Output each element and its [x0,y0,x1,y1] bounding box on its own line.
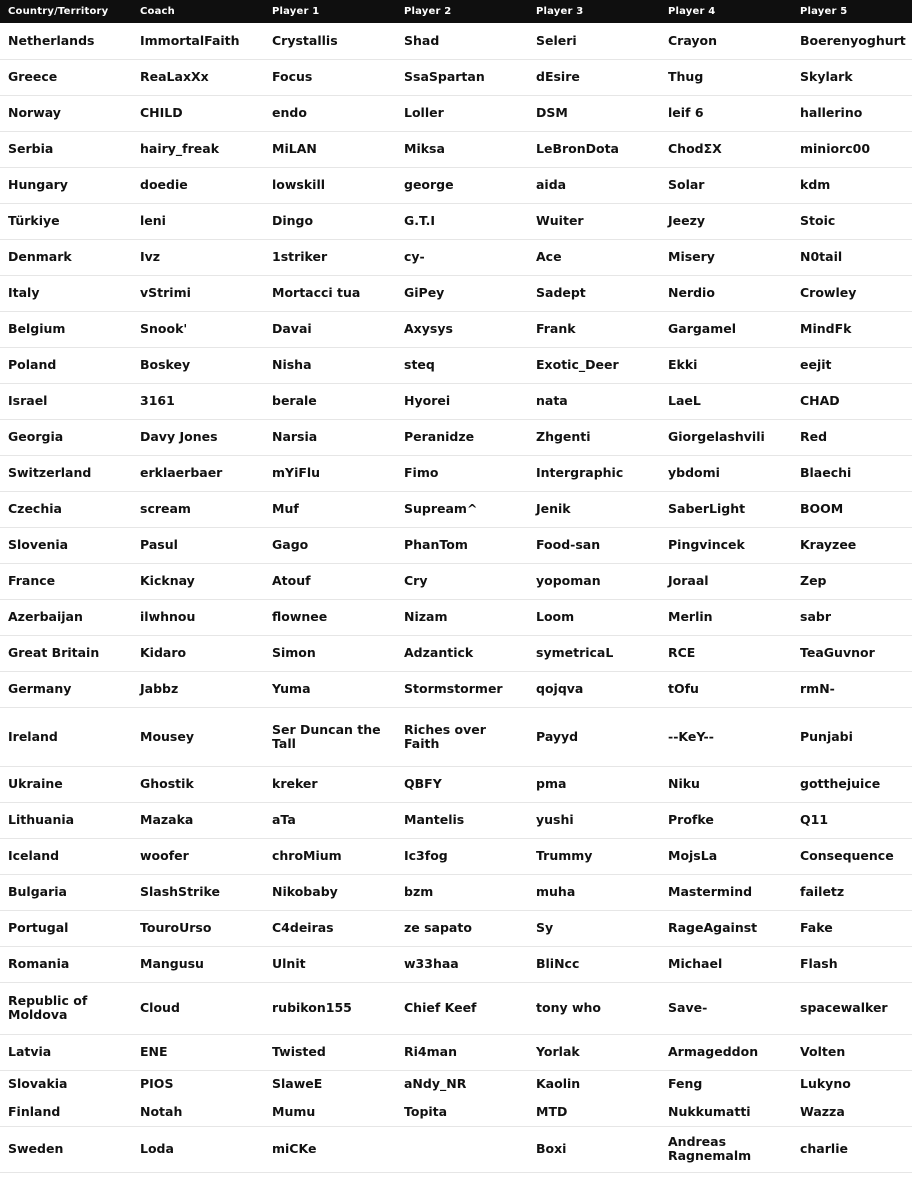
table-row [0,982,912,1034]
country-cell: Israel [0,383,132,419]
player-4-cell: RageAgainst [660,910,792,946]
player-5-cell: Skylark [792,59,912,95]
coach-cell: Kicknay [132,563,264,599]
table-row [0,59,912,95]
player-2-cell: Mantelis [396,802,528,838]
player-4-cell: Nukkumatti [660,1098,792,1126]
player-5-cell: MindFk [792,311,912,347]
player-3-cell: yopoman [528,563,660,599]
player-2-cell: steq [396,347,528,383]
player-1-cell: Muf [264,491,396,527]
player-1-cell: aTa [264,802,396,838]
country-cell: Portugal [0,910,132,946]
player-5-cell: Boerenyoghurt [792,23,912,59]
coach-cell: Jabbz [132,671,264,707]
player-1-cell: Ulnit [264,946,396,982]
player-1-cell: Crystallis [264,23,396,59]
player-4-cell: Crayon [660,23,792,59]
player-2-cell: george [396,167,528,203]
player-3-cell: nata [528,383,660,419]
player-3-cell: qojqva [528,671,660,707]
player-2-cell: cy- [396,239,528,275]
coach-cell: ilwhnou [132,599,264,635]
player-2-cell: Miksa [396,131,528,167]
player-5-cell: Consequence [792,838,912,874]
table-row [0,707,912,766]
player-2-cell: Supream^ [396,491,528,527]
player-3-cell: Seleri [528,23,660,59]
table-row [0,874,912,910]
player-4-cell: Joraal [660,563,792,599]
player-5-column-header: Player 5 [792,0,912,23]
country-cell: Norway [0,95,132,131]
player-5-cell: Zep [792,563,912,599]
coach-cell: Mangusu [132,946,264,982]
player-3-cell: Ace [528,239,660,275]
player-3-cell: Food-san [528,527,660,563]
coach-cell: Notah [132,1098,264,1126]
coach-cell: PIOS [140,1076,174,1092]
player-1-cell: endo [264,95,396,131]
country-cell: Ireland [0,707,132,766]
coach-cell: woofer [132,838,264,874]
player-3-cell: Zhgenti [528,419,660,455]
country-cell: Finland [0,1098,132,1126]
coach-cell: Pasul [132,527,264,563]
player-1-cell: Ser Duncan the Tall [264,707,396,766]
player-4-cell: MojsLa [660,838,792,874]
player-1-cell: miCKe [264,1126,396,1172]
player-5-cell: eejit [792,347,912,383]
player-3-cell: Loom [528,599,660,635]
table-row [0,671,912,707]
player-4-cell: ybdomi [660,455,792,491]
player-3-cell: BliNcc [528,946,660,982]
player-3-column-header: Player 3 [528,0,660,23]
player-4-cell: Andreas Ragnemalm [660,1126,792,1172]
country-cell: Sweden [0,1126,132,1172]
country-cell: Iceland [0,838,132,874]
player-5-cell: Flash [792,946,912,982]
coach-cell: Mazaka [132,802,264,838]
coach-cell: ReaLaxXx [132,59,264,95]
player-5-cell: gotthejuice [792,766,912,802]
table-row [0,383,912,419]
coach-cell: SlashStrike [132,874,264,910]
table-row [0,167,912,203]
player-5-cell: Crowley [792,275,912,311]
country-column-header: Country/Territory [0,0,132,23]
table-row [0,1070,912,1098]
table-row [0,275,912,311]
player-4-cell: Thug [660,59,792,95]
player-5-cell: Q11 [792,802,912,838]
player-3-cell: tony who [528,982,660,1034]
player-1-cell: berale [264,383,396,419]
player-5-cell: Fake [792,910,912,946]
player-5-cell: kdm [792,167,912,203]
player-5-cell: Lukyno [800,1076,851,1092]
player-3-cell: yushi [528,802,660,838]
player-5-cell: N0tail [792,239,912,275]
player-2-cell: Peranidze [396,419,528,455]
header-row [0,0,912,23]
player-5-cell: Punjabi [792,707,912,766]
country-cell: Bulgaria [0,874,132,910]
coach-cell: ENE [132,1034,264,1070]
table-row [0,419,912,455]
player-1-cell: Simon [264,635,396,671]
player-4-cell: ChodΣX [660,131,792,167]
player-2-cell: bzm [396,874,528,910]
table-row [0,838,912,874]
table-row [0,802,912,838]
player-2-cell: PhanTom [396,527,528,563]
coach-cell: ImmortalFaith [132,23,264,59]
player-4-cell: Michael [660,946,792,982]
player-2-cell: Cry [396,563,528,599]
country-cell: Azerbaijan [0,599,132,635]
country-cell: Latvia [0,1034,132,1070]
player-4-cell: Pingvincek [660,527,792,563]
country-cell: Great Britain [0,635,132,671]
table-row [0,1034,912,1070]
player-1-cell: kreker [264,766,396,802]
player-5-cell: rmN- [792,671,912,707]
country-cell: Germany [0,671,132,707]
player-4-cell: Nerdio [660,275,792,311]
coach-cell: scream [132,491,264,527]
player-3-cell: LeBronDota [528,131,660,167]
player-4-cell: Profke [660,802,792,838]
player-5-cell: CHAD [792,383,912,419]
player-4-cell: SaberLight [660,491,792,527]
player-3-cell: Sadept [528,275,660,311]
country-cell: Greece [0,59,132,95]
player-2-cell: Hyorei [396,383,528,419]
coach-cell: hairy_freak [132,131,264,167]
player-3-cell: Kaolin [536,1076,581,1092]
table-row [0,563,912,599]
player-3-cell: Boxi [528,1126,660,1172]
player-5-cell: Red [792,419,912,455]
player-2-cell [396,1126,528,1172]
player-2-cell: Chief Keef [396,982,528,1034]
table-header [0,0,912,23]
player-2-cell: Axysys [396,311,528,347]
country-cell: Georgia [0,419,132,455]
country-cell: Switzerland [0,455,132,491]
table-row [0,311,912,347]
player-4-cell: Misery [660,239,792,275]
player-2-cell: Adzantick [396,635,528,671]
player-3-cell: Yorlak [528,1034,660,1070]
player-1-cell: mYiFlu [264,455,396,491]
table-row [0,95,912,131]
table-row [0,635,912,671]
player-4-cell: Save- [660,982,792,1034]
coach-cell: erklaerbaer [132,455,264,491]
player-3-cell: muha [528,874,660,910]
player-4-cell: Feng [668,1076,703,1092]
player-5-cell: Blaechi [792,455,912,491]
player-3-cell: MTD [528,1098,660,1126]
player-3-cell: Wuiter [528,203,660,239]
player-2-cell: QBFY [396,766,528,802]
table-row [0,239,912,275]
player-4-column-header: Player 4 [660,0,792,23]
coach-cell: Davy Jones [132,419,264,455]
player-3-cell: symetricaL [528,635,660,671]
country-cell: Poland [0,347,132,383]
country-cell: Netherlands [0,23,132,59]
coach-cell: CHILD [132,95,264,131]
coach-cell: Ivz [132,239,264,275]
player-1-cell: Dingo [264,203,396,239]
player-1-cell: Mortacci tua [264,275,396,311]
country-cell: Türkiye [0,203,132,239]
country-cell: Czechia [0,491,132,527]
table-row [0,1126,912,1172]
country-cell: Belgium [0,311,132,347]
coach-cell: TouroUrso [132,910,264,946]
player-2-cell: G.T.I [396,203,528,239]
player-5-cell: sabr [792,599,912,635]
player-4-cell: Jeezy [660,203,792,239]
player-3-cell: Exotic_Deer [528,347,660,383]
player-3-cell: pma [528,766,660,802]
player-5-cell: hallerino [792,95,912,131]
player-4-cell: Solar [660,167,792,203]
player-4-cell: Gargamel [660,311,792,347]
player-1-cell: Narsia [264,419,396,455]
player-3-cell: Intergraphic [528,455,660,491]
coach-cell: doedie [132,167,264,203]
player-1-cell: Gago [264,527,396,563]
table-row [0,527,912,563]
player-2-cell: Shad [396,23,528,59]
player-1-cell: Focus [264,59,396,95]
player-2-cell: Fimo [396,455,528,491]
player-4-cell: Ekki [660,347,792,383]
table-row [0,946,912,982]
player-1-cell: SlaweE [272,1076,323,1092]
player-5-cell: BOOM [792,491,912,527]
table-row [0,23,912,59]
player-1-cell: chroMium [264,838,396,874]
player-2-cell: Ri4man [396,1034,528,1070]
player-2-cell: GiPey [396,275,528,311]
country-cell: Slovenia [0,527,132,563]
country-cell: Hungary [0,167,132,203]
coach-cell: leni [132,203,264,239]
table-body [0,23,912,1172]
player-5-cell: failetz [792,874,912,910]
player-1-column-header: Player 1 [264,0,396,23]
player-1-cell: Davai [264,311,396,347]
coach-cell: Snook' [132,311,264,347]
player-4-cell: LaeL [660,383,792,419]
player-2-cell: ze sapato [396,910,528,946]
player-3-cell: Jenik [528,491,660,527]
coach-column-header: Coach [132,0,264,23]
player-4-cell: --KeY-- [660,707,792,766]
player-3-cell: DSM [528,95,660,131]
country-cell: France [0,563,132,599]
player-1-cell: Yuma [264,671,396,707]
player-1-cell: C4deiras [264,910,396,946]
player-5-cell: Volten [792,1034,912,1070]
player-5-cell: Wazza [792,1098,912,1126]
player-1-cell: Atouf [264,563,396,599]
player-2-cell: Riches over Faith [396,707,528,766]
country-cell: Serbia [0,131,132,167]
player-1-cell: rubikon155 [264,982,396,1034]
table-row [0,203,912,239]
player-1-cell: Twisted [264,1034,396,1070]
player-2-cell: Topita [396,1098,528,1126]
table-row [0,455,912,491]
table-row [0,599,912,635]
table-row [0,910,912,946]
player-5-cell: charlie [792,1126,912,1172]
table-row [0,491,912,527]
player-4-cell: Merlin [660,599,792,635]
coach-cell: Boskey [132,347,264,383]
player-4-cell: Armageddon [660,1034,792,1070]
player-4-cell: tOfu [660,671,792,707]
player-1-cell: Nikobaby [264,874,396,910]
table-row [0,131,912,167]
player-5-cell: Stoic [792,203,912,239]
player-1-cell: MiLAN [264,131,396,167]
player-2-column-header: Player 2 [396,0,528,23]
player-1-cell: lowskill [264,167,396,203]
player-4-cell: RCE [660,635,792,671]
player-4-cell: Mastermind [660,874,792,910]
player-4-cell: Giorgelashvili [660,419,792,455]
player-3-cell: Trummy [528,838,660,874]
table-row [0,766,912,802]
coach-cell: Cloud [132,982,264,1034]
player-5-cell: miniorc00 [792,131,912,167]
country-cell: Denmark [0,239,132,275]
player-2-cell: Loller [396,95,528,131]
player-2-cell: Ic3fog [396,838,528,874]
player-4-cell: Niku [660,766,792,802]
player-2-cell: w33haa [396,946,528,982]
country-cell: Ukraine [0,766,132,802]
country-cell: Romania [0,946,132,982]
player-2-cell: SsaSpartan [396,59,528,95]
country-cell: Lithuania [0,802,132,838]
player-3-cell: Sy [528,910,660,946]
player-3-cell: Frank [528,311,660,347]
table-row [0,1098,912,1126]
country-cell: Republic of Moldova [0,982,132,1034]
player-2-cell: Stormstormer [396,671,528,707]
coach-cell: vStrimi [132,275,264,311]
player-3-cell: Payyd [528,707,660,766]
player-1-cell: Nisha [264,347,396,383]
country-cell: Italy [0,275,132,311]
player-1-cell: Mumu [264,1098,396,1126]
coach-cell: Kidaro [132,635,264,671]
player-5-cell: TeaGuvnor [792,635,912,671]
coach-cell: 3161 [132,383,264,419]
player-2-cell: Nizam [396,599,528,635]
coach-cell: Ghostik [132,766,264,802]
player-3-cell: dEsire [528,59,660,95]
player-2-cell: aNdy_NR [404,1076,467,1092]
player-5-cell: spacewalker [792,982,912,1034]
player-1-cell: flownee [264,599,396,635]
coach-cell: Mousey [132,707,264,766]
player-4-cell: leif 6 [660,95,792,131]
coach-cell: Loda [132,1126,264,1172]
country-cell: Slovakia [8,1076,68,1092]
player-3-cell: aida [528,167,660,203]
player-5-cell: Krayzee [792,527,912,563]
table-row [0,347,912,383]
player-1-cell: 1striker [264,239,396,275]
